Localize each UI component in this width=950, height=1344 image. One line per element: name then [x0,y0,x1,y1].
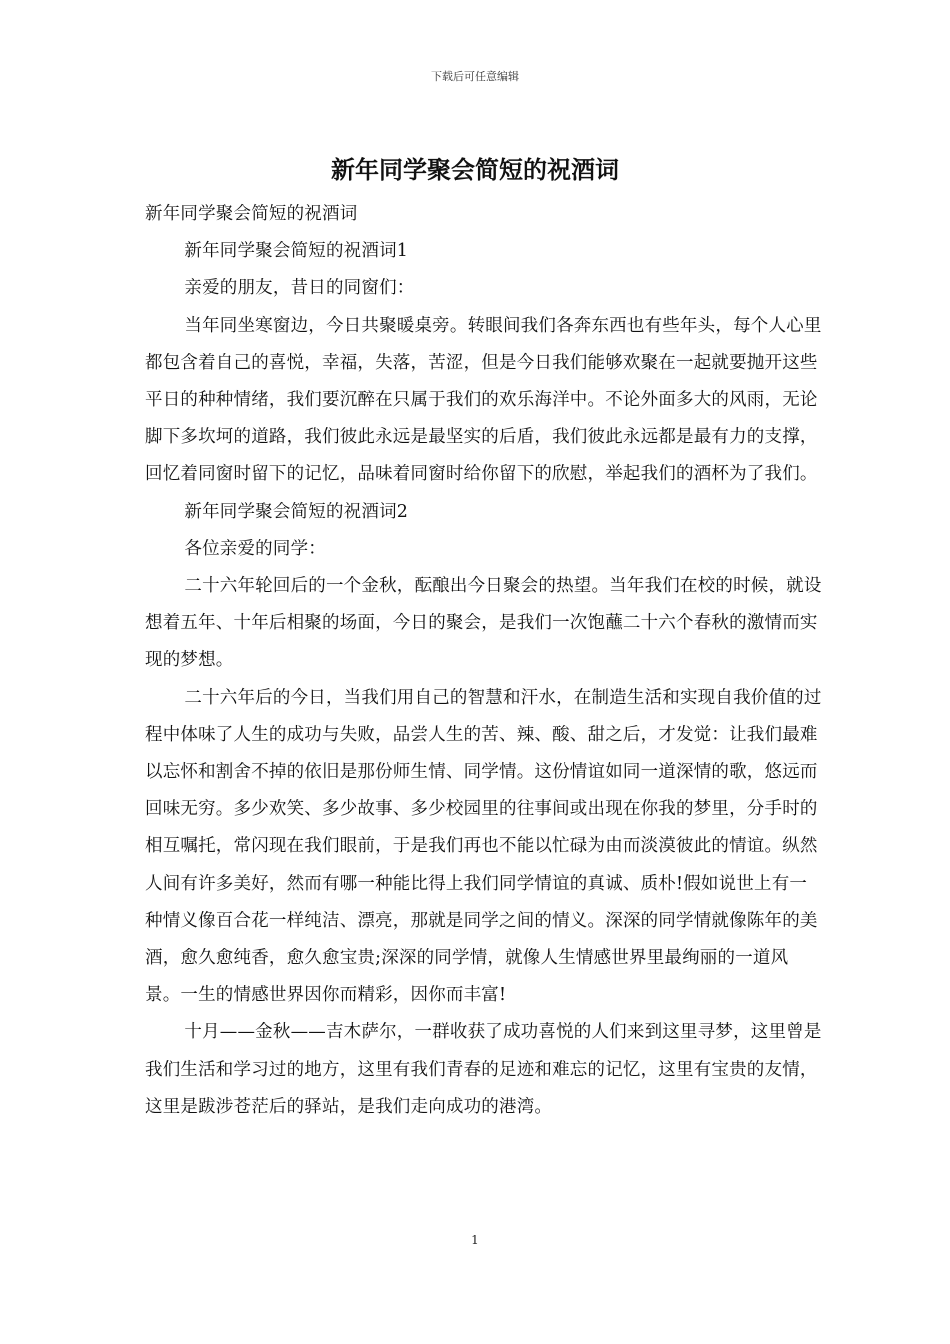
salutation-1: 亲爱的朋友，昔日的同窗们： [184,278,415,299]
paragraph: 当年同坐寒窗边，今日共聚暖桌旁。转眼间我们各奔东西也有些年头，每个人心里都包含着自己的喜悦，幸福，失落，苦涩，但是今日我们能够欢聚在一起就要抛开这些平日的种种情绪，我们要沉醉在只属于我们的欢乐海洋中。不论外面多大的风雨，无论脚下多坎坷的道路，我们彼此永远是最坚实的后盾，我们彼此永远都是最有力的支撑，回忆着同窗时留下的记忆，品味着同窗时给你留下的欣慰，举起我们的酒杯为了我们。 [145,315,822,485]
salutation-2: 各位亲爱的同学： [184,538,326,559]
header-note: 下载后可任意编辑 [431,70,519,83]
paragraph: 二十六年后的今日，当我们用自己的智慧和汗水，在制造生活和实现自我价值的过程中体味了人生的成功与失败，品尝人生的苦、辣、酸、甜之后，才发觉：让我们最难以忘怀和割舍不掉的依旧是那份师生情、同学情。这份情谊如同一道深情的歌，悠远而回味无穷。多少欢笑、多少故事、多少校园里的往事间或出现在你我的梦里，分手时的相互嘱托，常闪现在我们眼前，于是我们再也不能以忙碌为由而淡漠彼此的情谊。纵然人间有许多美好，然而有哪一种能比得上我们同学情谊的真诚、质朴!假如说世上有一种情义像百合花一样纯洁、漂亮，那就是同学之间的情义。深深的同学情就像陈年的美酒，愈久愈纯香，愈久愈宝贵;深深的同学情，就像人生情感世界里最绚丽的一道风景。一生的情感世界因你而精彩，因你而丰富! [145,687,822,1006]
paragraph-subtitle: 新年同学聚会简短的祝酒词 [145,204,358,224]
document-title: 新年同学聚会简短的祝酒词 [331,155,619,184]
section-heading-1: 新年同学聚会简短的祝酒词1 [184,241,409,262]
page-number: 1 [471,1233,479,1247]
paragraph: 十月——金秋——吉木萨尔，一群收获了成功喜悦的人们来到这里寻梦，这里曾是我们生活和学习过的地方，这里有我们青春的足迹和难忘的记忆，这里有宝贵的友情，这里是跋涉苍茫后的驿站，是我们走向成功的港湾。 [145,1022,822,1117]
section-heading-2: 新年同学聚会简短的祝酒词2 [184,501,409,522]
document-body [145,196,823,1126]
paragraph: 二十六年轮回后的一个金秋，酝酿出今日聚会的热望。当年我们在校的时候，就设想着五年、十年后相聚的场面，今日的聚会，是我们一次饱蘸二十六个春秋的激情而实现的梦想。 [145,576,822,671]
